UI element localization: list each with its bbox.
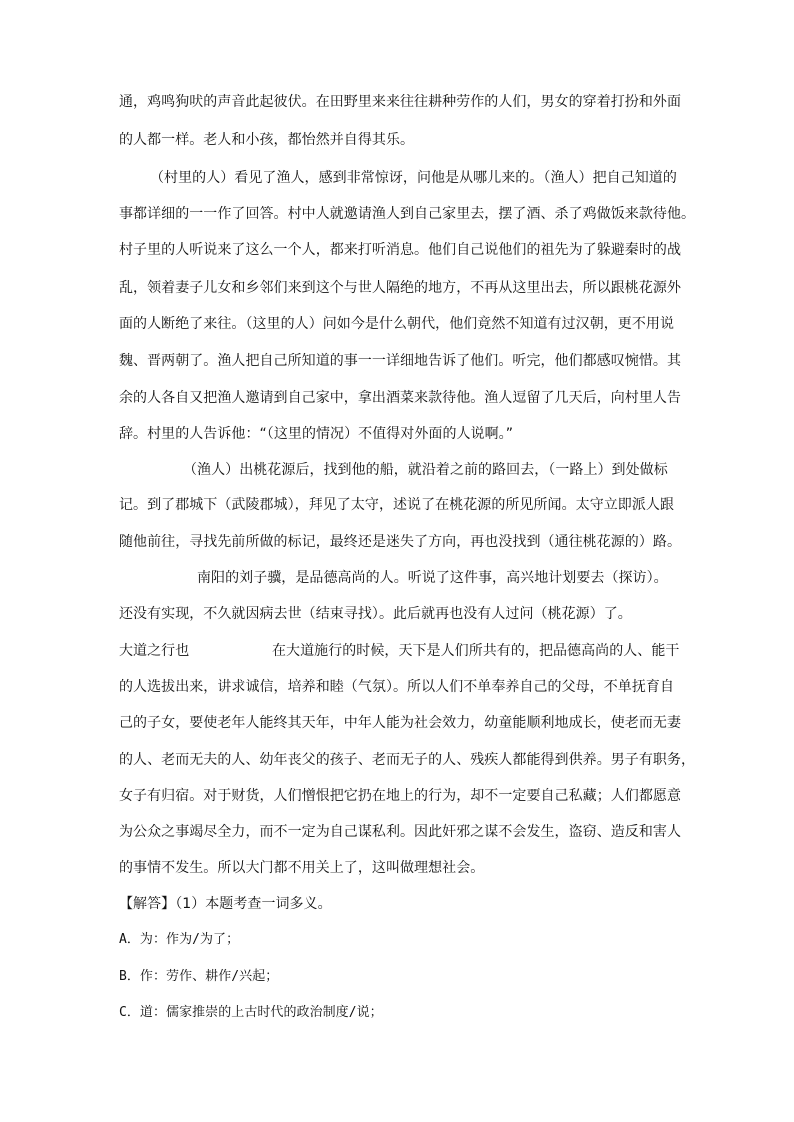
text-line: 辞。村里的人告诉他：“（这里的情况）不值得对外面的人说啊。” xyxy=(119,426,514,442)
text-line: 通，鸡鸣狗吠的声音此起彼伏。在田野里来来往往耕种劳作的人们，男女的穿着打扮和外面 xyxy=(119,94,681,110)
answer-option-a: A．为：作为/为了； xyxy=(119,932,240,947)
text-line: 为公众之事竭尽全力，而不一定为自己谋私利。因此奸邪之谋不会发生，盗窃、造反和害人 xyxy=(119,824,681,840)
section-title: 大道之行也 xyxy=(119,643,190,659)
text-line: 的人、老而无夫的人、幼年丧父的孩子、老而无子的人、残疾人都能得到供养。男子有职务， xyxy=(119,752,696,768)
answer-option-c: C．道：儒家推崇的上古时代的政治制度/说； xyxy=(119,1005,383,1020)
text-line: 在大道施行的时候，天下是人们所共有的，把品德高尚的人、能干 xyxy=(272,643,680,659)
text-line: （渔人）出桃花源后，找到他的船，就沿着之前的路回去，（一路上）到处做标 xyxy=(183,462,668,478)
text-line: 的事情不发生。所以大门都不用关上了，这叫做理想社会。 xyxy=(119,860,485,876)
text-line: 南阳的刘子骥，是品德高尚的人。听说了这件事，高兴地计划要去（探访）。 xyxy=(197,570,668,586)
text-line: 村子里的人听说来了这么一个人，都来打听消息。他们自己说他们的祖先为了躲避秦时的战 xyxy=(119,242,681,258)
text-line: 乱，领着妻子儿女和乡邻们来到这个与世人隔绝的地方，不再从这里出去，所以跟桃花源外 xyxy=(119,280,681,296)
text-line: 的人选拔出来，讲求诚信，培养和睦（气氛）。所以人们不单奉养自己的父母，不单抚育自 xyxy=(119,679,674,695)
text-line: 面的人断绝了来往。（这里的人）问如今是什么朝代，他们竟然不知道有过汉朝，更不用说 xyxy=(119,316,674,332)
answer-option-b: B．作：劳作、耕作/兴起； xyxy=(119,969,279,984)
text-line: 余的人各自又把渔人邀请到自己家中，拿出酒菜来款待他。渔人逗留了几天后，向村里人告 xyxy=(119,390,681,406)
text-line: （村里的人）看见了渔人，感到非常惊讶，问他是从哪儿来的。（渔人）把自己知道的 xyxy=(150,170,677,186)
text-line: 女子有归宿。对于财货，人们憎恨把它扔在地上的行为，却不一定要自己私藏；人们都愿意 xyxy=(119,788,681,804)
text-line: 还没有实现，不久就因病去世（结束寻找）。此后就再也没有人过问（桃花源）了。 xyxy=(119,606,632,622)
text-line: 随他前往，寻找先前所做的标记，最终还是迷失了方向，再也没找到（通往桃花源的）路。 xyxy=(119,534,681,550)
text-line: 记。到了郡城下（武陵郡城），拜见了太守，述说了在桃花源的所见所闻。太守立即派人跟 xyxy=(119,497,674,513)
text-line: 魏、晋两朝了。渔人把自己所知道的事一一详细地告诉了他们。听完，他们都感叹惋惜。其 xyxy=(119,353,681,369)
answer-heading: 【解答】（1）本题考查一词多义。 xyxy=(119,896,332,912)
text-line: 事都详细的一一作了回答。村中人就邀请渔人到自己家里去，摆了酒、杀了鸡做饭来款待他。 xyxy=(119,206,696,222)
text-line: 己的子女，要使老年人能终其天年，中年人能为社会效力，幼童能顺利地成长，使老而无妻 xyxy=(119,715,681,731)
text-line: 的人都一样。老人和小孩，都怡然并自得其乐。 xyxy=(119,132,415,148)
